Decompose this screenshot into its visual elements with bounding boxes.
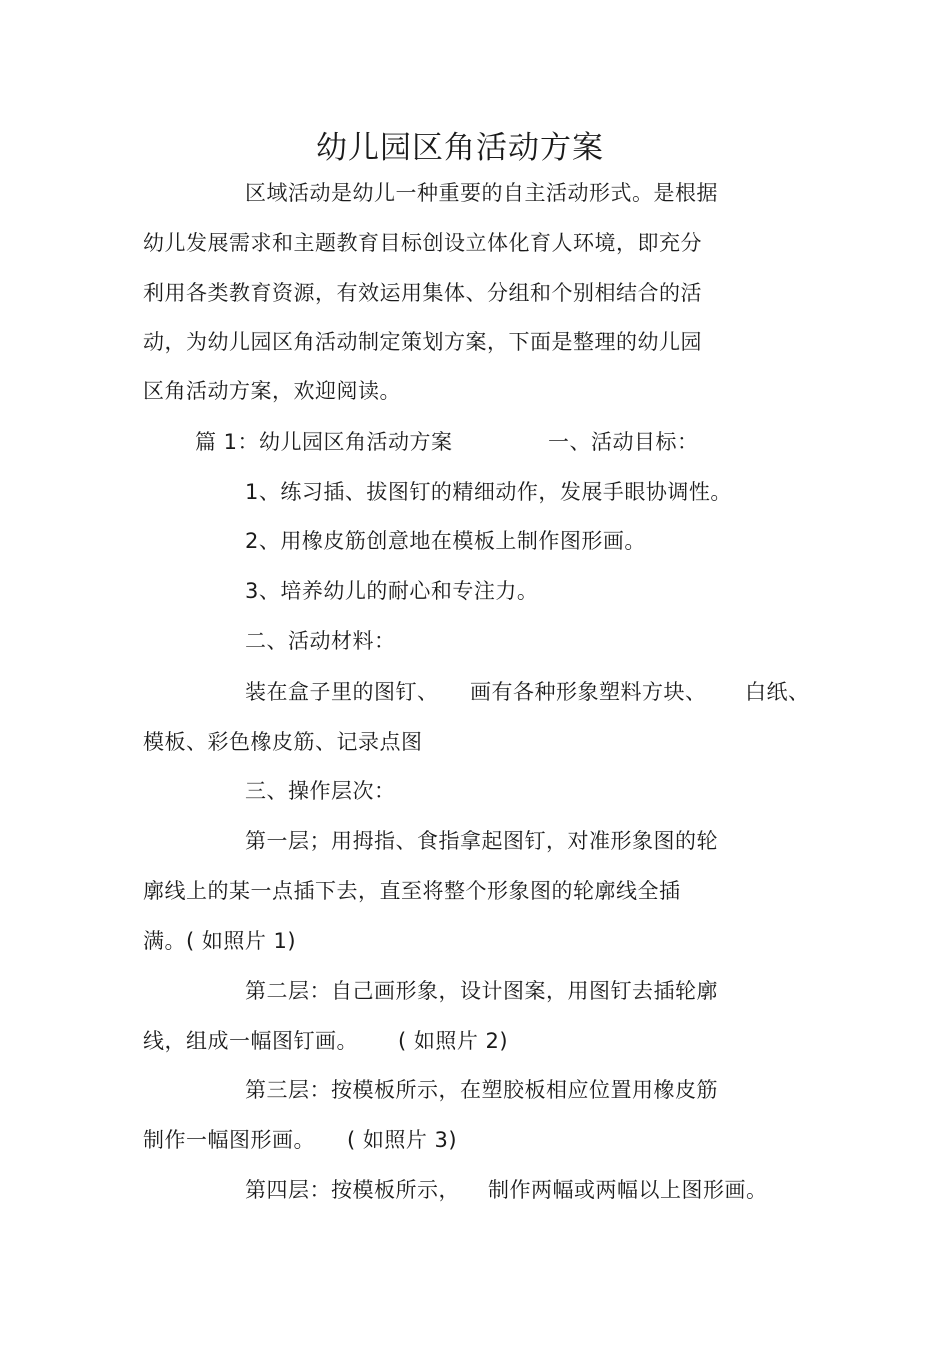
- goal-item-1: 1、练习插、拔图钉的精细动作，发展手眼协调性。: [245, 480, 732, 504]
- chapter-heading: 篇 1：幼儿园区角活动方案: [195, 430, 453, 454]
- level-4-line-2: 制作两幅或两幅以上图形画。: [488, 1178, 768, 1202]
- intro-line-2: 幼儿发展需求和主题教育目标创设立体化育人环境，即充分: [143, 231, 702, 255]
- level-2-line-2: 线，组成一幅图钉画。: [143, 1029, 358, 1053]
- section-heading-levels: 三、操作层次：: [245, 779, 396, 803]
- section-heading-goals: 一、活动目标：: [548, 430, 699, 454]
- level-1-line-3: 满。( 如照片 1): [143, 929, 297, 953]
- level-1-line-2: 廓线上的某一点插下去，直至将整个形象图的轮廓线全插: [143, 879, 681, 903]
- level-2-line-1: 第二层：自己画形象，设计图案，用图钉去插轮廓: [245, 979, 718, 1003]
- materials-item-3: 白纸、: [745, 680, 810, 704]
- level-1-line-1: 第一层；用拇指、食指拿起图钉，对准形象图的轮: [245, 829, 718, 853]
- materials-line-2: 模板、彩色橡皮筋、记录点图: [143, 730, 423, 754]
- intro-line-4: 动，为幼儿园区角活动制定策划方案，下面是整理的幼儿园: [143, 330, 702, 354]
- intro-line-1: 区域活动是幼儿一种重要的自主活动形式。是根据: [245, 181, 718, 205]
- level-3-line-2: 制作一幅图形画。: [143, 1128, 315, 1152]
- document-title: 幼儿园区角活动方案: [316, 130, 604, 166]
- level-3-photo-ref: ( 如照片 3): [347, 1128, 458, 1152]
- intro-line-5: 区角活动方案，欢迎阅读。: [143, 379, 401, 403]
- level-3-line-1: 第三层：按模板所示，在塑胶板相应位置用橡皮筋: [245, 1078, 718, 1102]
- materials-item-2: 画有各种形象塑料方块、: [470, 680, 707, 704]
- materials-item-1: 装在盒子里的图钉、: [245, 680, 439, 704]
- goal-item-3: 3、培养幼儿的耐心和专注力。: [245, 579, 539, 603]
- intro-line-3: 利用各类教育资源，有效运用集体、分组和个别相结合的活: [143, 281, 702, 305]
- goal-item-2: 2、用橡皮筋创意地在模板上制作图形画。: [245, 529, 646, 553]
- section-heading-materials: 二、活动材料：: [245, 629, 396, 653]
- level-4-line-1: 第四层：按模板所示，: [245, 1178, 460, 1202]
- level-2-photo-ref: ( 如照片 2): [398, 1029, 509, 1053]
